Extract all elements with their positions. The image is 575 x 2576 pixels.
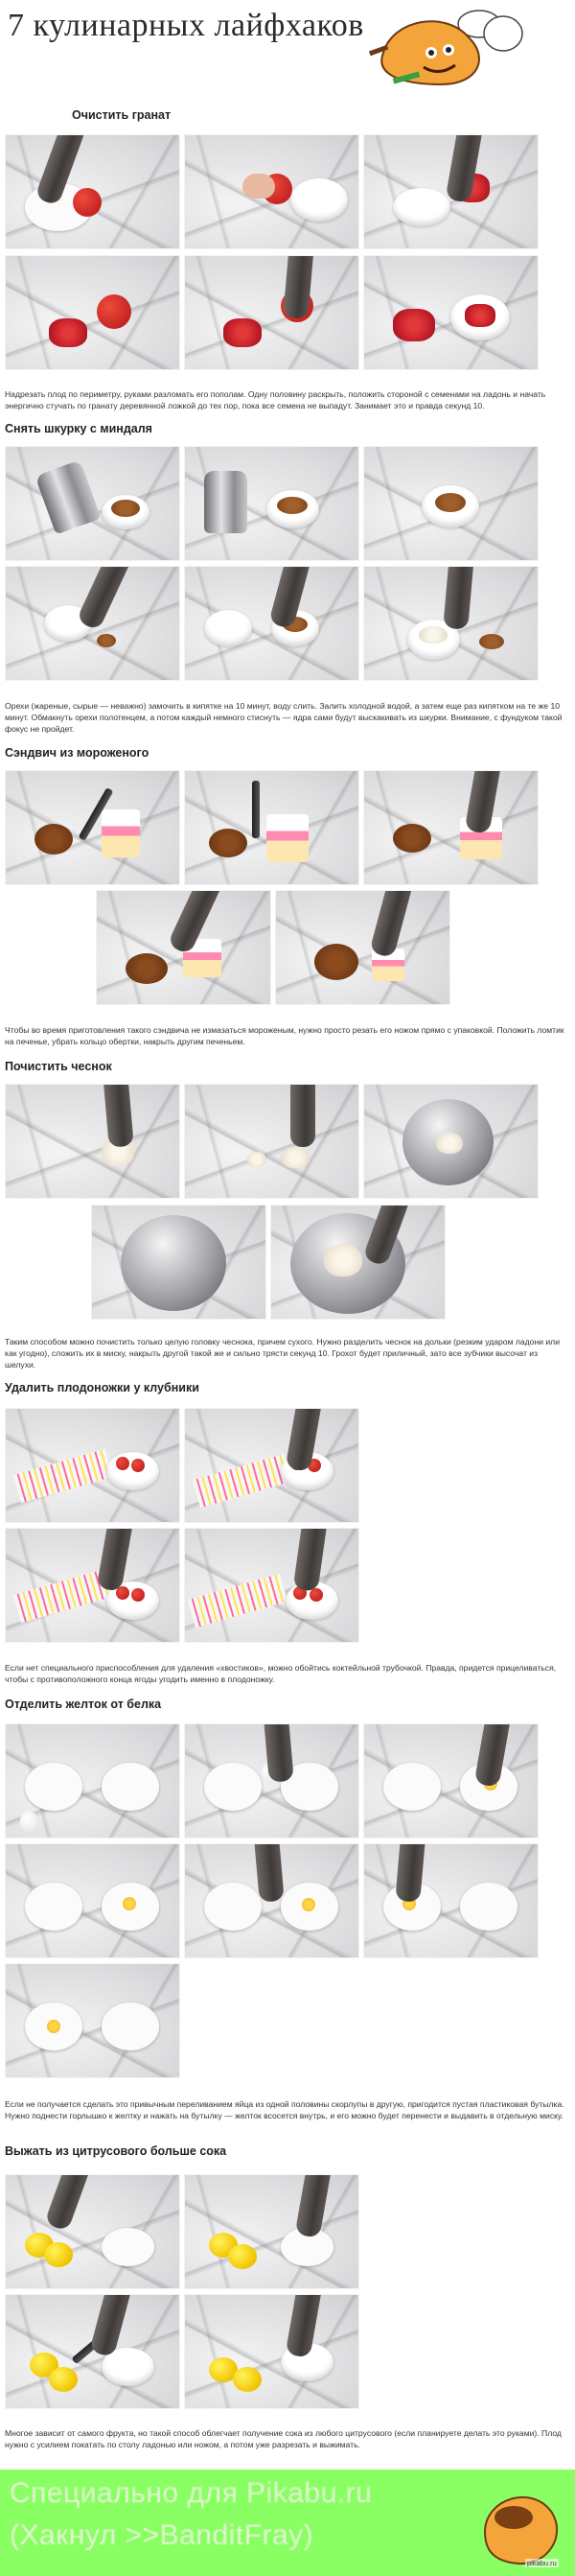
section-title-strawberries: Удалить плодоножки у клубники — [5, 1381, 199, 1394]
step-photo — [184, 1408, 359, 1523]
step-photo — [5, 2294, 180, 2409]
section-caption-pomegranate: Надрезать плод по периметру, руками разломать его пополам. Одну половину раскрыть, положить стороной с семенами на ладонь и начать энергично стучать по гранату деревянной ложкой до тех пор, пока все семена не выпадут. Занимает это и правда секунд 10. — [5, 389, 546, 410]
step-photo — [5, 1528, 180, 1643]
step-photo — [184, 134, 359, 249]
mascot-icon — [475, 2479, 560, 2565]
footer-line-1: Специально для Pikabu.ru — [10, 2477, 373, 2509]
footer-line-2: (Хакнул >>BanditFray) — [10, 2519, 314, 2551]
step-photo — [96, 890, 271, 1005]
step-photo — [5, 2174, 180, 2289]
section-title-pomegranate: Очистить гранат — [72, 108, 172, 122]
step-photo — [5, 134, 180, 249]
section-caption-egg-yolk: Если не получается сделать это привычным переливанием яйца из одной половины скорлупы в другую, пригодится пустая пластиковая бутылка. Нужно поднести горлышко к желтку и нажать на бутылку — желток всосется внутрь, и его можно будет перенести и выдавить в отдельную миску. — [5, 2099, 564, 2120]
step-photo — [5, 770, 180, 885]
step-photo — [184, 2294, 359, 2409]
step-photo — [5, 566, 180, 681]
section-title-citrus: Выжать из цитрусового больше сока — [5, 2144, 227, 2158]
section-title-garlic: Почистить чеснок — [5, 1060, 112, 1073]
step-photo — [270, 1205, 446, 1320]
step-photo — [5, 1963, 180, 2078]
mascot-illustration — [364, 0, 537, 88]
step-photo — [184, 255, 359, 370]
step-photo — [5, 1084, 180, 1199]
section-caption-citrus: Многое зависит от самого фрукта, но такой способ облегчает получение сока из любого цитрусового (если планируете делать это руками). Плод нужно с усилием покатать по столу ладонью или ножом, а потом уже разрезать и выжимать. — [5, 2428, 562, 2449]
step-photo — [5, 446, 180, 561]
step-photo — [363, 770, 539, 885]
step-photo — [5, 1843, 180, 1958]
step-photo — [91, 1205, 266, 1320]
step-photo — [363, 255, 539, 370]
section-caption-garlic: Таким способом можно почистить только целую головку чеснока, причем сухого. Нужно разделить чеснок на дольки (резким ударом ладони или как угодно), сложить их в миску, накрыть другой такой же и сильно трясти секунд 10. Грохот будет приличный, зато все зубчики высочат из шелухи. — [5, 1337, 560, 1370]
section-caption-strawberries: Если нет специального приспособления для удаления «хвостиков», можно обойтись коктейльной трубочкой. Правда, придется прицеливаться, чтобы с противоположного конца ягоды угодить именно в плодоножку. — [5, 1663, 557, 1684]
step-photo — [5, 1408, 180, 1523]
step-photo — [363, 1843, 539, 1958]
footer-banner — [0, 2470, 575, 2576]
step-photo — [184, 1723, 359, 1838]
step-photo — [363, 1723, 539, 1838]
step-photo — [363, 446, 539, 561]
step-photo — [184, 1843, 359, 1958]
section-title-almonds: Снять шкурку с миндаля — [5, 422, 152, 435]
step-photo — [184, 770, 359, 885]
step-photo — [5, 1723, 180, 1838]
step-photo — [184, 446, 359, 561]
step-photo — [363, 1084, 539, 1199]
step-photo — [184, 566, 359, 681]
section-caption-almonds: Орехи (жареные, сырые — неважно) замочить в кипятке на 10 минут, воду слить. Залить холодной водой, а затем еще раз кипятком на те же 10 минут. Обмакнуть орехи полотенцем, а потом каждый немного стиснуть — ядра сами будут выскакивать из шкурки. Внимание, с фундуком такой фокус не пройдет. — [5, 701, 563, 734]
step-photo — [184, 1084, 359, 1199]
page-title: 7 кулинарных лайфхаков — [8, 8, 364, 43]
section-caption-ice-cream: Чтобы во время приготовления такого сэндвича не измазаться мороженым, нужно просто резать его ножом прямо с упаковкой. Положить ломтик на печенье, убрать кольцо обертки, накрыть другим печеньем. — [5, 1025, 564, 1046]
section-title-ice-cream: Сэндвич из мороженого — [5, 746, 150, 760]
watermark: pikabu.ru — [527, 2559, 557, 2567]
step-photo — [363, 566, 539, 681]
step-photo — [184, 2174, 359, 2289]
step-photo — [363, 134, 539, 249]
step-photo — [5, 255, 180, 370]
section-title-egg-yolk: Отделить желток от белка — [5, 1698, 162, 1711]
step-photo — [275, 890, 450, 1005]
step-photo — [184, 1528, 359, 1643]
